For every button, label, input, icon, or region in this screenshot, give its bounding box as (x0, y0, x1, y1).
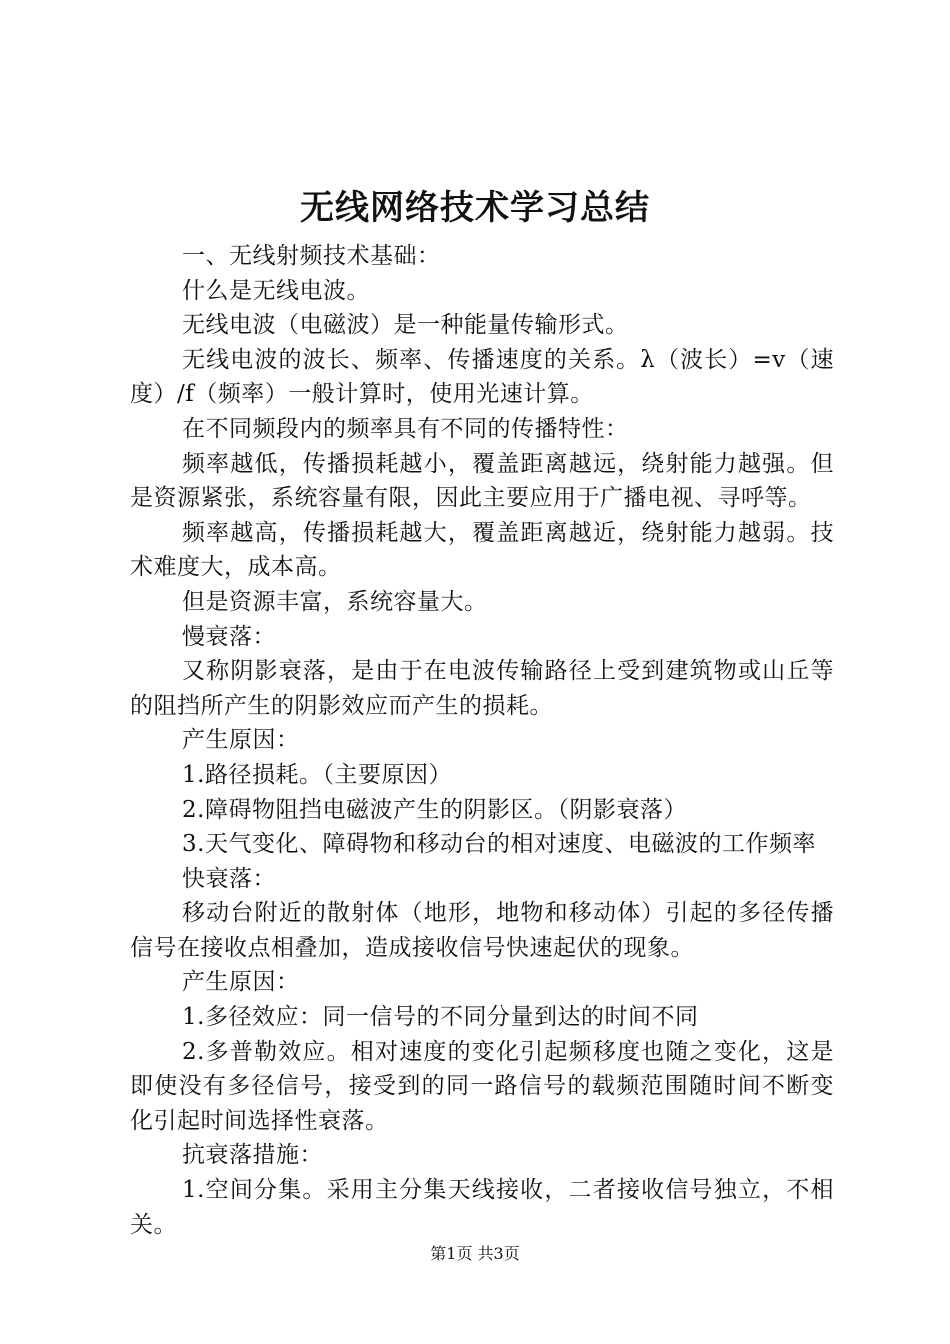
paragraph: 又称阴影衰落，是由于在电波传输路径上受到建筑物或山丘等的阻挡所产生的阴影效应而产生的损耗。 (130, 658, 834, 719)
paragraph: 无线电波（电磁波）是一种能量传输形式。 (182, 312, 629, 339)
paragraph: 产生原因： (182, 727, 300, 754)
document-body (130, 239, 834, 1242)
paragraph: 快衰落： (182, 865, 276, 892)
paragraph: 但是资源丰富，系统容量大。 (182, 588, 488, 615)
paragraph: 什么是无线电波。 (182, 277, 370, 304)
paragraph: 无线电波的波长、频率、传播速度的关系。λ（波长）=v（速度）/f（频率）一般计算时，使用光速计算。 (130, 346, 834, 408)
paragraph: 2.障碍物阻挡电磁波产生的阴影区。（阴影衰落） (182, 796, 687, 823)
paragraph: 3.天气变化、障碍物和移动台的相对速度、电磁波的工作频率 (182, 831, 816, 858)
paragraph: 产生原因： (182, 969, 300, 996)
paragraph: 1.空间分集。采用主分集天线接收，二者接收信号独立，不相关。 (130, 1177, 834, 1238)
paragraph: 频率越低，传播损耗越小，覆盖距离越远，绕射能力越强。但是资源紧张，系统容量有限，因此主要应用于广播电视、寻呼等。 (130, 450, 834, 512)
paragraph: 1.多径效应：同一信号的不同分量到达的时间不同 (182, 1004, 699, 1031)
paragraph: 一、无线射频技术基础： (182, 243, 441, 269)
paragraph: 慢衰落： (182, 623, 276, 650)
paragraph: 在不同频段内的频率具有不同的传播特性： (182, 415, 629, 442)
paragraph: 抗衰落措施： (182, 1142, 323, 1169)
paragraph: 1.路径损耗。（主要原因） (182, 761, 452, 788)
document-title: 无线网络技术学习总结 (300, 188, 650, 228)
page-footer: 第1页 共3页 (430, 1244, 520, 1263)
paragraph: 2.多普勒效应。相对速度的变化引起频移度也随之变化，这是即使没有多径信号，接受到的同一路信号的载频范围随时间不断变化引起时间选择性衰落。 (130, 1038, 834, 1134)
paragraph: 频率越高，传播损耗越大，覆盖距离越近，绕射能力越弱。技术难度大，成本高。 (130, 519, 834, 581)
paragraph: 移动台附近的散射体（地形，地物和移动体）引起的多径传播信号在接收点相叠加，造成接收信号快速起伏的现象。 (130, 900, 834, 961)
